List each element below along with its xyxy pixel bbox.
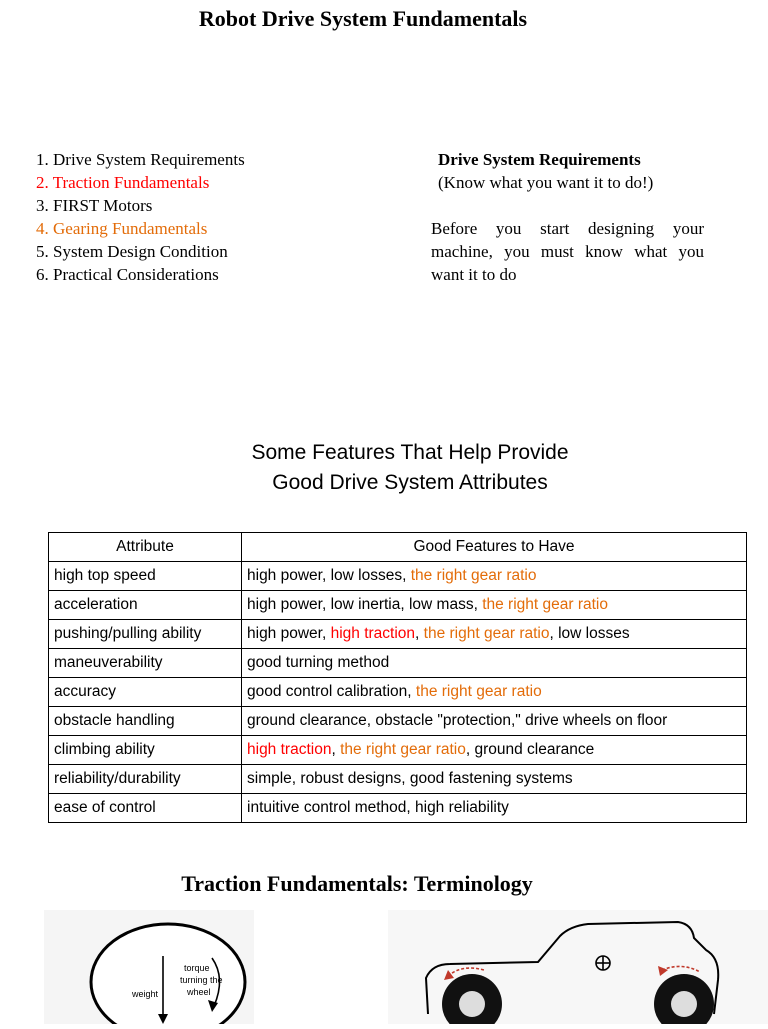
attribute-cell: reliability/durability <box>49 765 242 794</box>
feature-text: , <box>331 741 341 758</box>
feature-text: high traction <box>330 625 416 642</box>
features-cell <box>242 707 747 736</box>
table-row <box>49 678 747 707</box>
features-cell <box>242 794 747 823</box>
table-row <box>49 649 747 678</box>
table-row <box>49 591 747 620</box>
feature-text: high power, low losses, <box>247 567 411 584</box>
attribute-cell: accuracy <box>49 678 242 707</box>
weight-label: weight <box>132 989 159 999</box>
attribute-cell: maneuverability <box>49 649 242 678</box>
toc-item: 4. Gearing Fundamentals <box>36 219 208 238</box>
features-cell <box>242 591 747 620</box>
feature-text: the right gear ratio <box>410 567 537 584</box>
attribute-cell: ease of control <box>49 794 242 823</box>
requirements-heading: Drive System Requirements <box>438 150 641 169</box>
attribute-cell: acceleration <box>49 591 242 620</box>
column-header: Attribute <box>49 533 242 562</box>
rear-rotation-arrow-icon <box>662 966 700 972</box>
features-title <box>150 438 670 498</box>
features-cell <box>242 678 747 707</box>
wheel-force-diagram <box>44 910 254 1024</box>
feature-text: the right gear ratio <box>482 596 608 613</box>
table-row <box>49 707 747 736</box>
column-header: Good Features to Have <box>242 533 747 562</box>
feature-text: the right gear ratio <box>340 741 466 758</box>
requirements-subheading: (Know what you want it to do!) <box>438 173 654 192</box>
feature-text: good control calibration, <box>247 683 416 700</box>
table-row <box>49 794 747 823</box>
torque-label: wheel <box>187 987 211 997</box>
toc-item: 2. Traction Fundamentals <box>36 173 210 192</box>
attribute-cell: pushing/pulling ability <box>49 620 242 649</box>
feature-text: ground clearance, obstacle "protection," drive wheels on floor <box>247 712 668 729</box>
torque-label: turning the <box>180 975 223 985</box>
feature-text: simple, robust designs, good fastening systems <box>247 770 573 787</box>
features-cell <box>242 620 747 649</box>
requirements-body: Before you start designing your machine, you must know what you want it to do <box>431 219 704 284</box>
table-row <box>49 736 747 765</box>
toc-item: 5. System Design Condition <box>36 242 228 261</box>
features-cell <box>242 562 747 591</box>
attribute-cell: high top speed <box>49 562 242 591</box>
table-header-row <box>49 533 747 562</box>
wheel-outline <box>91 924 245 1024</box>
feature-text: high power, low inertia, low mass, <box>247 596 483 613</box>
toc-item: 1. Drive System Requirements <box>36 150 245 169</box>
vehicle-diagram <box>388 910 768 1024</box>
table-body <box>49 562 747 823</box>
feature-text: intuitive control method, high reliability <box>247 799 509 816</box>
features-cell <box>242 765 747 794</box>
features-title-line: Good Drive System Attributes <box>272 471 548 494</box>
page-title: Robot Drive System Fundamentals <box>198 6 528 31</box>
attribute-cell: obstacle handling <box>49 707 242 736</box>
torque-label: torque <box>184 963 210 973</box>
attributes-table <box>48 532 747 823</box>
feature-text: , <box>415 625 424 642</box>
traction-section-title: Traction Fundamentals: Terminology <box>181 871 533 896</box>
feature-text: , ground clearance <box>465 741 595 758</box>
features-cell <box>242 736 747 765</box>
table-row <box>49 620 747 649</box>
feature-text: the right gear ratio <box>415 683 542 700</box>
feature-text: good turning method <box>247 654 390 671</box>
feature-text: high power, <box>247 625 331 642</box>
features-cell <box>242 649 747 678</box>
toc-item: 3. FIRST Motors <box>36 196 153 215</box>
feature-text: , low losses <box>549 625 630 642</box>
feature-text: high traction <box>247 741 332 758</box>
requirements-section <box>431 148 704 286</box>
table-row <box>49 765 747 794</box>
features-title-line: Some Features That Help Provide <box>251 441 569 464</box>
feature-text: the right gear ratio <box>423 625 550 642</box>
table-of-contents <box>36 148 245 286</box>
toc-item: 6. Practical Considerations <box>36 265 219 284</box>
table-row <box>49 562 747 591</box>
attribute-cell: climbing ability <box>49 736 242 765</box>
